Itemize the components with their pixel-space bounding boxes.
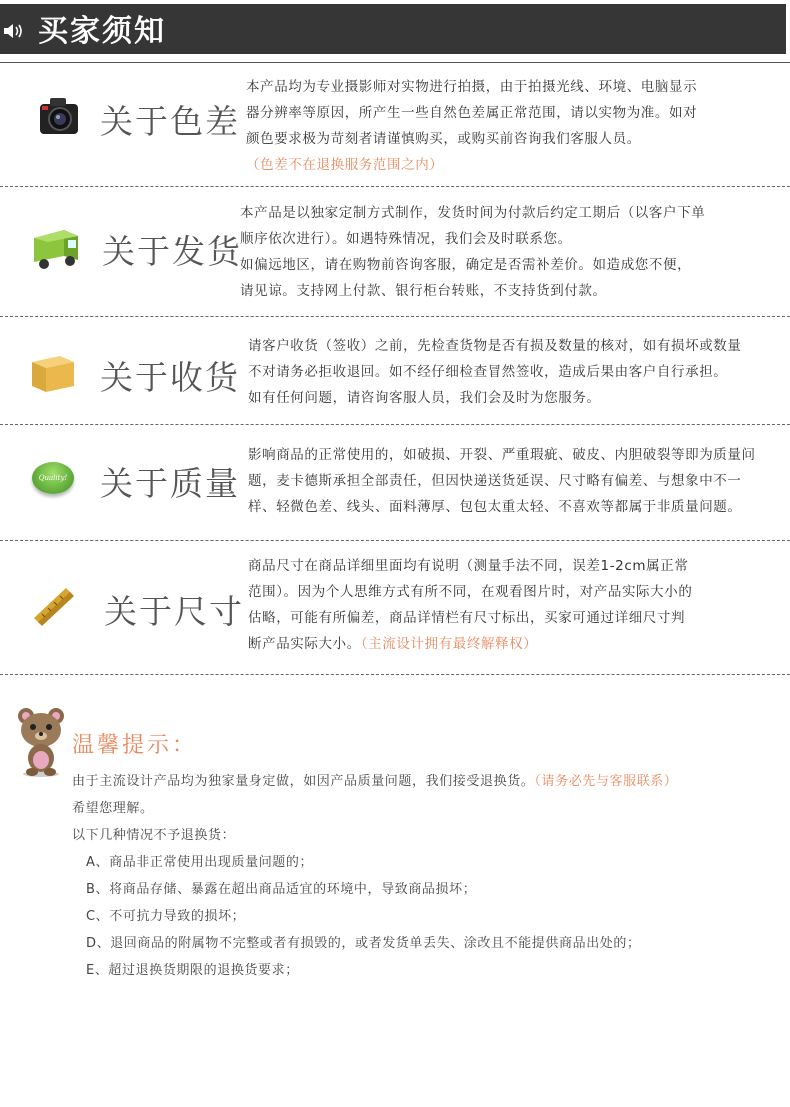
ruler-icon <box>30 586 76 628</box>
text-line: 估略，可能有所偏差，商品详情栏有尺寸标出，买家可通过详细尺寸判 <box>248 610 686 626</box>
section-note: （色差不在退换服务范围之内） <box>246 157 444 173</box>
section-title: 关于尺寸 <box>104 592 244 631</box>
tips-title: 温馨提示： <box>72 733 198 758</box>
truck-icon <box>30 226 82 270</box>
tips-item: D、退回商品的附属物不完整或者有损毁的，或者发货单丢失、涂改且不能提供商品出处的； <box>86 936 641 951</box>
text-line: 题，麦卡德斯承担全部责任，但因快递送货延误、尺寸略有偏差、与想象中不一 <box>248 473 742 489</box>
section-text <box>240 200 705 304</box>
text-line <box>248 631 692 657</box>
tips-line: 希望您理解。 <box>72 801 154 816</box>
section-note: （主流设计拥有最终解释权） <box>360 636 538 652</box>
tips-line-part: 由于主流设计产品均为独家量身定做，如因产品质量问题，我们接受退换货。 <box>72 774 535 789</box>
badge-label: Quality! <box>38 474 68 482</box>
page-title: 买家须知 <box>38 14 166 49</box>
text-line: 顺序依次进行）。如遇特殊情况，我们会及时联系您。 <box>240 231 572 247</box>
text-line: 不对请务必拒收退回。如不经仔细检查冒然签收，造成后果由客户自行承担。 <box>248 364 728 380</box>
text-line: 请见谅。支持网上付款、银行柜台转账，不支持货到付款。 <box>240 283 607 299</box>
quality-badge-icon <box>32 462 74 494</box>
section-text <box>246 74 697 178</box>
box-icon <box>30 352 76 394</box>
text-line: 样、轻微色差、线头、面料薄厚、包包太重太轻、不喜欢等都属于非质量问题。 <box>248 499 742 515</box>
section-text <box>248 442 756 520</box>
text-line: 如偏远地区，请在购物前咨询客服，确定是否需补差价。如造成您不便， <box>240 257 692 273</box>
speaker-icon <box>2 22 24 40</box>
tips-item: A、商品非正常使用出现质量问题的； <box>86 855 314 870</box>
section-title: 关于发货 <box>102 232 242 271</box>
divider <box>0 316 790 317</box>
tips-item: E、超过退换货期限的退换货要求； <box>86 963 299 978</box>
text-line: 请客户收货（签收）之前，先检查货物是否有损及数量的核对，如有损坏或数量 <box>248 338 742 354</box>
tips-item: C、不可抗力导致的损坏； <box>86 909 246 924</box>
text-line: 本产品均为专业摄影师对实物进行拍摄，由于拍摄光线、环境、电脑显示 <box>246 79 698 95</box>
tips-item: B、将商品存储、暴露在超出商品适宜的环境中，导致商品损坏； <box>86 882 477 897</box>
section-text <box>248 553 692 657</box>
text-line: 范围）。因为个人思维方式有所不同，在观看图片时，对产品实际大小的 <box>248 584 693 600</box>
bear-mascot-icon <box>12 704 70 778</box>
text-line: 器分辨率等原因，所产生一些自然色差属正常范围，请以实物为准。如对 <box>246 105 698 121</box>
divider <box>0 62 790 63</box>
section-title: 关于色差 <box>100 102 240 141</box>
text-line: 如有任何问题，请咨询客服人员，我们会及时为您服务。 <box>248 390 601 406</box>
header <box>0 0 790 58</box>
divider <box>0 540 790 541</box>
divider <box>0 674 790 675</box>
divider <box>0 186 790 187</box>
section-title: 关于质量 <box>100 464 240 503</box>
text-line-part: 断产品实际大小。 <box>248 636 361 652</box>
section-text <box>248 333 742 411</box>
divider <box>0 424 790 425</box>
camera-icon <box>38 96 80 136</box>
header-bar <box>0 4 786 54</box>
tips-body <box>72 768 678 984</box>
text-line: 本产品是以独家定制方式制作，发货时间为付款后约定工期后（以客户下单 <box>240 205 706 221</box>
tips-line: 以下几种情况不予退换货： <box>72 828 236 843</box>
text-line: 颜色要求极为苛刻者请谨慎购买，或购买前咨询我们客服人员。 <box>246 131 641 147</box>
text-line: 商品尺寸在商品详细里面均有说明（测量手法不同，误差1-2cm属正常 <box>248 558 689 574</box>
text-line: 影响商品的正常使用的，如破损、开裂、严重瑕疵、破皮、内胆破裂等即为质量问 <box>248 447 756 463</box>
tips-line <box>72 768 678 795</box>
tips-note: （请务必先与客服联系） <box>534 774 678 789</box>
section-title: 关于收货 <box>100 358 240 397</box>
